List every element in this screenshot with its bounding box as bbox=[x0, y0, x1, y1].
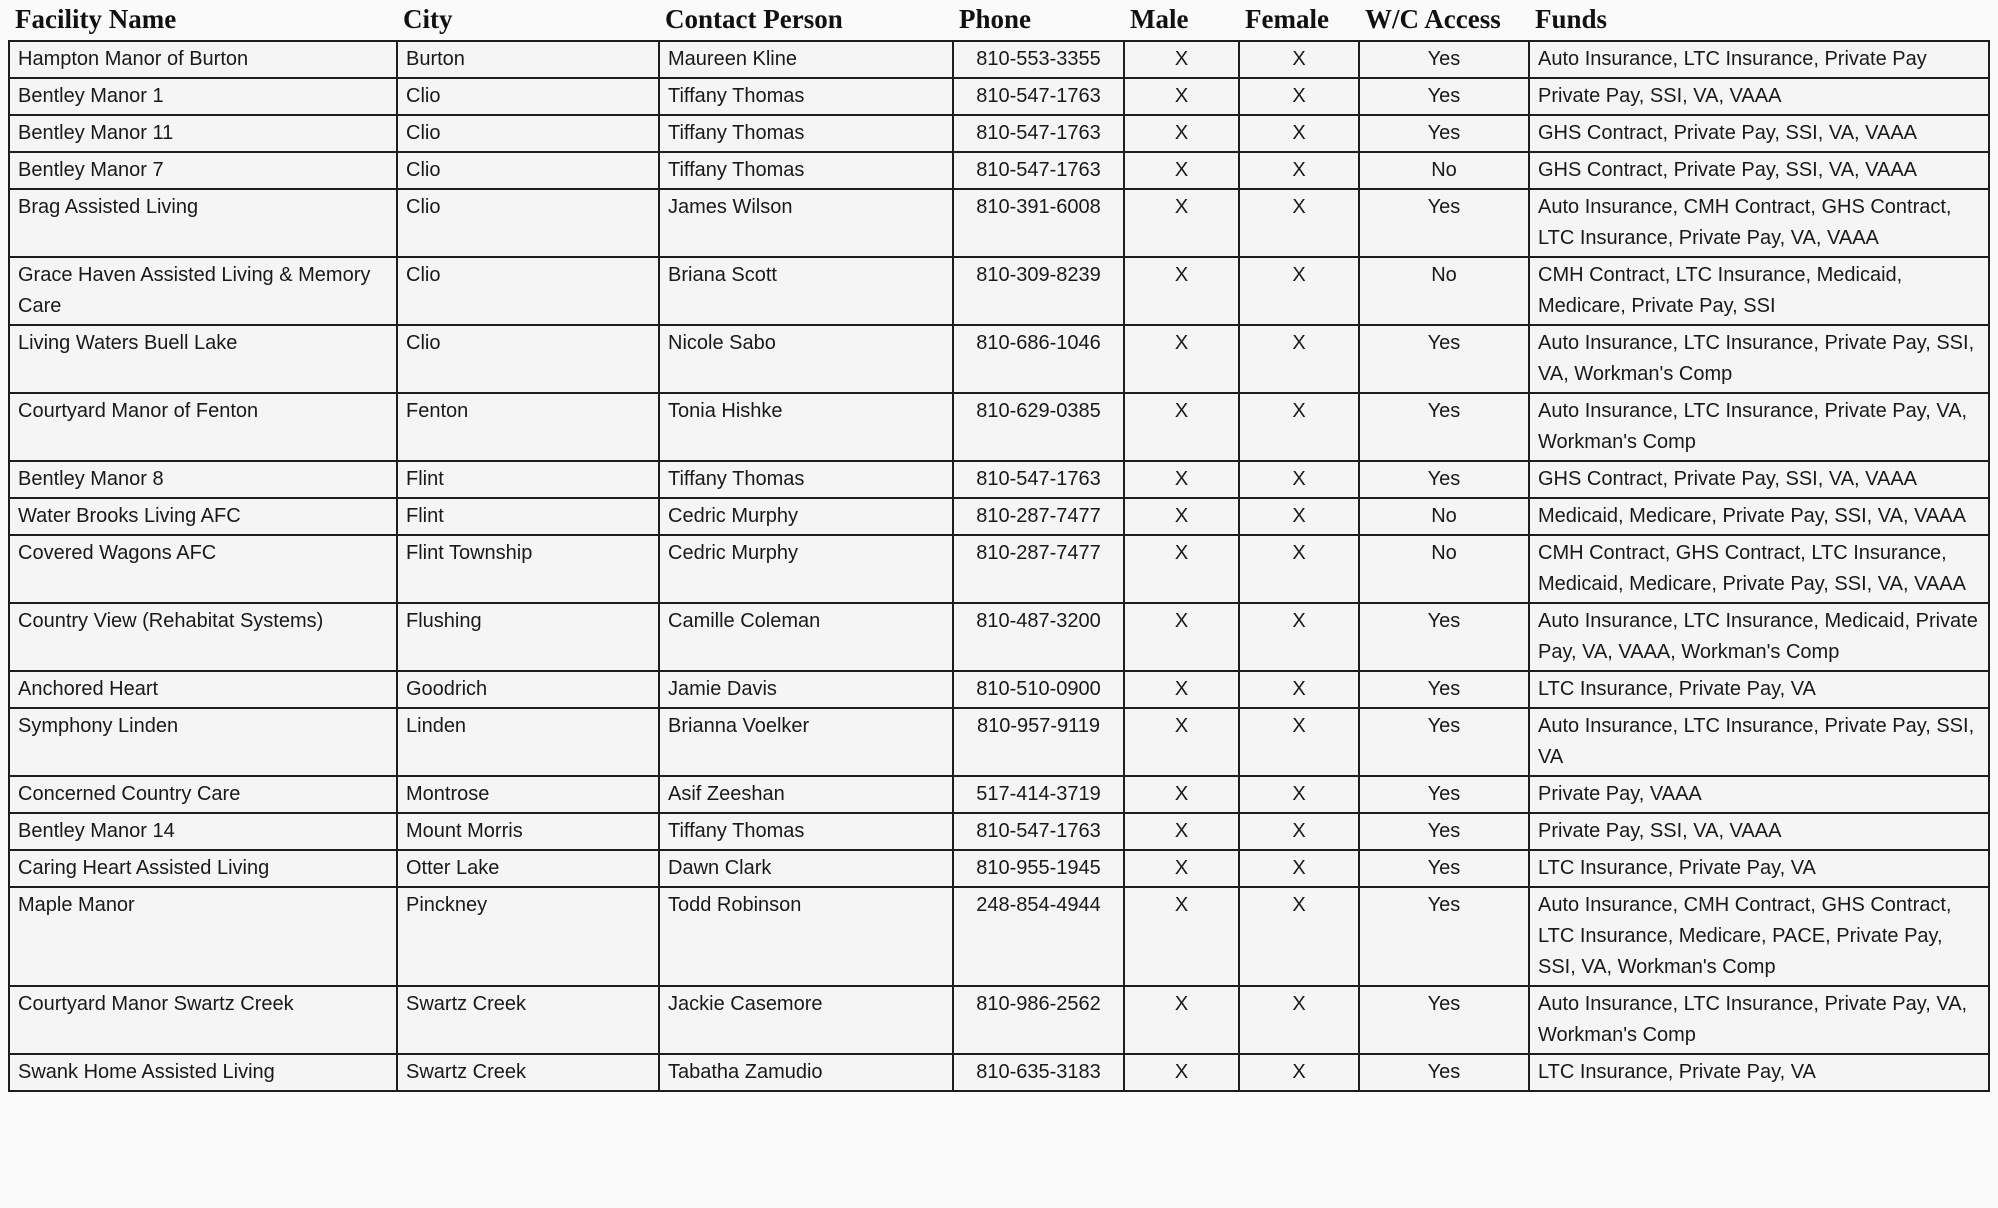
column-header-contact-person: Contact Person bbox=[665, 4, 843, 34]
table-row bbox=[9, 78, 1989, 115]
cell-wc-access: Yes bbox=[1359, 393, 1529, 461]
cell-phone: 810-686-1046 bbox=[953, 325, 1124, 393]
cell-female: X bbox=[1239, 535, 1359, 603]
cell-facility-name: Bentley Manor 8 bbox=[9, 461, 397, 498]
table-row bbox=[9, 671, 1989, 708]
table-row bbox=[9, 603, 1989, 671]
cell-phone: 810-309-8239 bbox=[953, 257, 1124, 325]
cell-facility-name: Living Waters Buell Lake bbox=[9, 325, 397, 393]
cell-city: Fenton bbox=[397, 393, 659, 461]
cell-wc-access: Yes bbox=[1359, 603, 1529, 671]
table-row bbox=[9, 986, 1989, 1054]
column-header-funds: Funds bbox=[1535, 4, 1608, 34]
cell-facility-name: Bentley Manor 14 bbox=[9, 813, 397, 850]
cell-city: Clio bbox=[397, 115, 659, 152]
cell-city: Goodrich bbox=[397, 671, 659, 708]
cell-contact-person: Dawn Clark bbox=[659, 850, 953, 887]
cell-female: X bbox=[1239, 152, 1359, 189]
cell-wc-access: Yes bbox=[1359, 115, 1529, 152]
cell-funds: Auto Insurance, LTC Insurance, Medicaid, Private Pay, VA, VAAA, Workman's Comp bbox=[1529, 603, 1989, 671]
cell-contact-person: Asif Zeeshan bbox=[659, 776, 953, 813]
cell-facility-name: Grace Haven Assisted Living & Memory Care bbox=[9, 257, 397, 325]
cell-funds: LTC Insurance, Private Pay, VA bbox=[1529, 671, 1989, 708]
cell-contact-person: Jackie Casemore bbox=[659, 986, 953, 1054]
table-row bbox=[9, 257, 1989, 325]
cell-funds: CMH Contract, GHS Contract, LTC Insurance, Medicaid, Medicare, Private Pay, SSI, VA, VAAA bbox=[1529, 535, 1989, 603]
cell-male: X bbox=[1124, 257, 1239, 325]
cell-funds: GHS Contract, Private Pay, SSI, VA, VAAA bbox=[1529, 115, 1989, 152]
cell-contact-person: James Wilson bbox=[659, 189, 953, 257]
cell-phone: 810-510-0900 bbox=[953, 671, 1124, 708]
cell-wc-access: Yes bbox=[1359, 189, 1529, 257]
table-row bbox=[9, 813, 1989, 850]
cell-contact-person: Tiffany Thomas bbox=[659, 813, 953, 850]
table-body bbox=[9, 41, 1989, 1091]
cell-male: X bbox=[1124, 535, 1239, 603]
cell-male: X bbox=[1124, 393, 1239, 461]
cell-male: X bbox=[1124, 461, 1239, 498]
cell-phone: 248-854-4944 bbox=[953, 887, 1124, 986]
cell-facility-name: Courtyard Manor Swartz Creek bbox=[9, 986, 397, 1054]
cell-female: X bbox=[1239, 325, 1359, 393]
cell-funds: Private Pay, VAAA bbox=[1529, 776, 1989, 813]
cell-contact-person: Tonia Hishke bbox=[659, 393, 953, 461]
cell-wc-access: Yes bbox=[1359, 78, 1529, 115]
table-row bbox=[9, 776, 1989, 813]
cell-male: X bbox=[1124, 1054, 1239, 1091]
cell-phone: 517-414-3719 bbox=[953, 776, 1124, 813]
cell-wc-access: No bbox=[1359, 152, 1529, 189]
cell-wc-access: Yes bbox=[1359, 1054, 1529, 1091]
cell-phone: 810-957-9119 bbox=[953, 708, 1124, 776]
cell-funds: GHS Contract, Private Pay, SSI, VA, VAAA bbox=[1529, 461, 1989, 498]
cell-funds: Auto Insurance, LTC Insurance, Private Pay, SSI, VA bbox=[1529, 708, 1989, 776]
column-header-facility-name: Facility Name bbox=[15, 4, 177, 34]
column-header-phone: Phone bbox=[959, 4, 1032, 34]
cell-contact-person: Briana Scott bbox=[659, 257, 953, 325]
cell-city: Flint bbox=[397, 461, 659, 498]
cell-male: X bbox=[1124, 78, 1239, 115]
cell-female: X bbox=[1239, 393, 1359, 461]
cell-male: X bbox=[1124, 115, 1239, 152]
cell-city: Clio bbox=[397, 189, 659, 257]
cell-facility-name: Symphony Linden bbox=[9, 708, 397, 776]
cell-female: X bbox=[1239, 78, 1359, 115]
table-row bbox=[9, 189, 1989, 257]
cell-funds: Private Pay, SSI, VA, VAAA bbox=[1529, 813, 1989, 850]
cell-contact-person: Camille Coleman bbox=[659, 603, 953, 671]
cell-female: X bbox=[1239, 708, 1359, 776]
cell-contact-person: Tiffany Thomas bbox=[659, 115, 953, 152]
cell-facility-name: Courtyard Manor of Fenton bbox=[9, 393, 397, 461]
cell-city: Clio bbox=[397, 78, 659, 115]
cell-phone: 810-547-1763 bbox=[953, 115, 1124, 152]
cell-city: Flushing bbox=[397, 603, 659, 671]
cell-phone: 810-487-3200 bbox=[953, 603, 1124, 671]
cell-city: Burton bbox=[397, 41, 659, 78]
cell-funds: LTC Insurance, Private Pay, VA bbox=[1529, 1054, 1989, 1091]
cell-male: X bbox=[1124, 325, 1239, 393]
table-row bbox=[9, 535, 1989, 603]
cell-phone: 810-547-1763 bbox=[953, 78, 1124, 115]
cell-female: X bbox=[1239, 189, 1359, 257]
cell-male: X bbox=[1124, 498, 1239, 535]
cell-city: Clio bbox=[397, 325, 659, 393]
cell-facility-name: Country View (Rehabitat Systems) bbox=[9, 603, 397, 671]
table-row bbox=[9, 325, 1989, 393]
cell-male: X bbox=[1124, 708, 1239, 776]
column-header-male: Male bbox=[1130, 4, 1189, 34]
cell-contact-person: Tiffany Thomas bbox=[659, 461, 953, 498]
cell-facility-name: Maple Manor bbox=[9, 887, 397, 986]
cell-phone: 810-287-7477 bbox=[953, 535, 1124, 603]
cell-phone: 810-547-1763 bbox=[953, 152, 1124, 189]
cell-funds: Auto Insurance, CMH Contract, GHS Contract, LTC Insurance, Private Pay, VA, VAAA bbox=[1529, 189, 1989, 257]
cell-city: Montrose bbox=[397, 776, 659, 813]
cell-facility-name: Covered Wagons AFC bbox=[9, 535, 397, 603]
facility-table bbox=[8, 2, 1990, 1092]
cell-wc-access: Yes bbox=[1359, 986, 1529, 1054]
table-row bbox=[9, 887, 1989, 986]
table-row bbox=[9, 498, 1989, 535]
cell-facility-name: Bentley Manor 11 bbox=[9, 115, 397, 152]
table-row bbox=[9, 1054, 1989, 1091]
cell-wc-access: Yes bbox=[1359, 887, 1529, 986]
cell-facility-name: Bentley Manor 1 bbox=[9, 78, 397, 115]
cell-funds: Auto Insurance, LTC Insurance, Private Pay bbox=[1529, 41, 1989, 78]
cell-city: Otter Lake bbox=[397, 850, 659, 887]
cell-facility-name: Anchored Heart bbox=[9, 671, 397, 708]
cell-city: Swartz Creek bbox=[397, 986, 659, 1054]
cell-wc-access: Yes bbox=[1359, 776, 1529, 813]
cell-male: X bbox=[1124, 776, 1239, 813]
cell-facility-name: Hampton Manor of Burton bbox=[9, 41, 397, 78]
cell-contact-person: Tiffany Thomas bbox=[659, 152, 953, 189]
cell-contact-person: Cedric Murphy bbox=[659, 535, 953, 603]
cell-city: Clio bbox=[397, 257, 659, 325]
cell-funds: GHS Contract, Private Pay, SSI, VA, VAAA bbox=[1529, 152, 1989, 189]
cell-contact-person: Cedric Murphy bbox=[659, 498, 953, 535]
cell-contact-person: Todd Robinson bbox=[659, 887, 953, 986]
cell-female: X bbox=[1239, 850, 1359, 887]
cell-facility-name: Concerned Country Care bbox=[9, 776, 397, 813]
cell-male: X bbox=[1124, 152, 1239, 189]
cell-phone: 810-547-1763 bbox=[953, 461, 1124, 498]
cell-female: X bbox=[1239, 813, 1359, 850]
cell-female: X bbox=[1239, 461, 1359, 498]
cell-funds: Medicaid, Medicare, Private Pay, SSI, VA, VAAA bbox=[1529, 498, 1989, 535]
cell-city: Flint Township bbox=[397, 535, 659, 603]
cell-funds: Auto Insurance, LTC Insurance, Private Pay, SSI, VA, Workman's Comp bbox=[1529, 325, 1989, 393]
cell-facility-name: Bentley Manor 7 bbox=[9, 152, 397, 189]
cell-male: X bbox=[1124, 813, 1239, 850]
column-header-female: Female bbox=[1245, 4, 1329, 34]
table-row bbox=[9, 393, 1989, 461]
cell-phone: 810-986-2562 bbox=[953, 986, 1124, 1054]
cell-wc-access: Yes bbox=[1359, 708, 1529, 776]
cell-contact-person: Maureen Kline bbox=[659, 41, 953, 78]
cell-female: X bbox=[1239, 257, 1359, 325]
cell-female: X bbox=[1239, 776, 1359, 813]
cell-female: X bbox=[1239, 986, 1359, 1054]
cell-city: Mount Morris bbox=[397, 813, 659, 850]
cell-facility-name: Caring Heart Assisted Living bbox=[9, 850, 397, 887]
cell-wc-access: Yes bbox=[1359, 671, 1529, 708]
table-row bbox=[9, 708, 1989, 776]
cell-phone: 810-391-6008 bbox=[953, 189, 1124, 257]
cell-funds: Private Pay, SSI, VA, VAAA bbox=[1529, 78, 1989, 115]
cell-wc-access: No bbox=[1359, 257, 1529, 325]
cell-wc-access: No bbox=[1359, 535, 1529, 603]
cell-female: X bbox=[1239, 1054, 1359, 1091]
table-row bbox=[9, 152, 1989, 189]
cell-female: X bbox=[1239, 498, 1359, 535]
cell-female: X bbox=[1239, 671, 1359, 708]
cell-wc-access: No bbox=[1359, 498, 1529, 535]
cell-male: X bbox=[1124, 189, 1239, 257]
cell-male: X bbox=[1124, 986, 1239, 1054]
cell-funds: LTC Insurance, Private Pay, VA bbox=[1529, 850, 1989, 887]
cell-phone: 810-629-0385 bbox=[953, 393, 1124, 461]
cell-contact-person: Jamie Davis bbox=[659, 671, 953, 708]
cell-contact-person: Tiffany Thomas bbox=[659, 78, 953, 115]
table-row bbox=[9, 41, 1989, 78]
cell-wc-access: Yes bbox=[1359, 813, 1529, 850]
cell-city: Swartz Creek bbox=[397, 1054, 659, 1091]
table-row bbox=[9, 115, 1989, 152]
cell-city: Flint bbox=[397, 498, 659, 535]
cell-female: X bbox=[1239, 41, 1359, 78]
cell-city: Pinckney bbox=[397, 887, 659, 986]
cell-male: X bbox=[1124, 887, 1239, 986]
cell-funds: CMH Contract, LTC Insurance, Medicaid, Medicare, Private Pay, SSI bbox=[1529, 257, 1989, 325]
cell-facility-name: Brag Assisted Living bbox=[9, 189, 397, 257]
cell-phone: 810-635-3183 bbox=[953, 1054, 1124, 1091]
cell-phone: 810-547-1763 bbox=[953, 813, 1124, 850]
cell-female: X bbox=[1239, 115, 1359, 152]
cell-wc-access: Yes bbox=[1359, 850, 1529, 887]
cell-female: X bbox=[1239, 603, 1359, 671]
table-header-row bbox=[9, 2, 1989, 41]
cell-contact-person: Nicole Sabo bbox=[659, 325, 953, 393]
cell-contact-person: Tabatha Zamudio bbox=[659, 1054, 953, 1091]
cell-funds: Auto Insurance, LTC Insurance, Private Pay, VA, Workman's Comp bbox=[1529, 393, 1989, 461]
cell-facility-name: Water Brooks Living AFC bbox=[9, 498, 397, 535]
cell-wc-access: Yes bbox=[1359, 461, 1529, 498]
column-header-city: City bbox=[403, 4, 453, 34]
cell-wc-access: Yes bbox=[1359, 41, 1529, 78]
cell-male: X bbox=[1124, 671, 1239, 708]
cell-phone: 810-553-3355 bbox=[953, 41, 1124, 78]
cell-phone: 810-955-1945 bbox=[953, 850, 1124, 887]
column-header-wc-access: W/C Access bbox=[1365, 4, 1501, 34]
table-row bbox=[9, 461, 1989, 498]
cell-funds: Auto Insurance, CMH Contract, GHS Contract, LTC Insurance, Medicare, PACE, Private Pay, SSI, VA, Workman's Comp bbox=[1529, 887, 1989, 986]
cell-female: X bbox=[1239, 887, 1359, 986]
cell-funds: Auto Insurance, LTC Insurance, Private Pay, VA, Workman's Comp bbox=[1529, 986, 1989, 1054]
cell-male: X bbox=[1124, 41, 1239, 78]
cell-phone: 810-287-7477 bbox=[953, 498, 1124, 535]
cell-wc-access: Yes bbox=[1359, 325, 1529, 393]
cell-male: X bbox=[1124, 603, 1239, 671]
cell-facility-name: Swank Home Assisted Living bbox=[9, 1054, 397, 1091]
table-row bbox=[9, 850, 1989, 887]
cell-contact-person: Brianna Voelker bbox=[659, 708, 953, 776]
cell-city: Clio bbox=[397, 152, 659, 189]
cell-male: X bbox=[1124, 850, 1239, 887]
cell-city: Linden bbox=[397, 708, 659, 776]
